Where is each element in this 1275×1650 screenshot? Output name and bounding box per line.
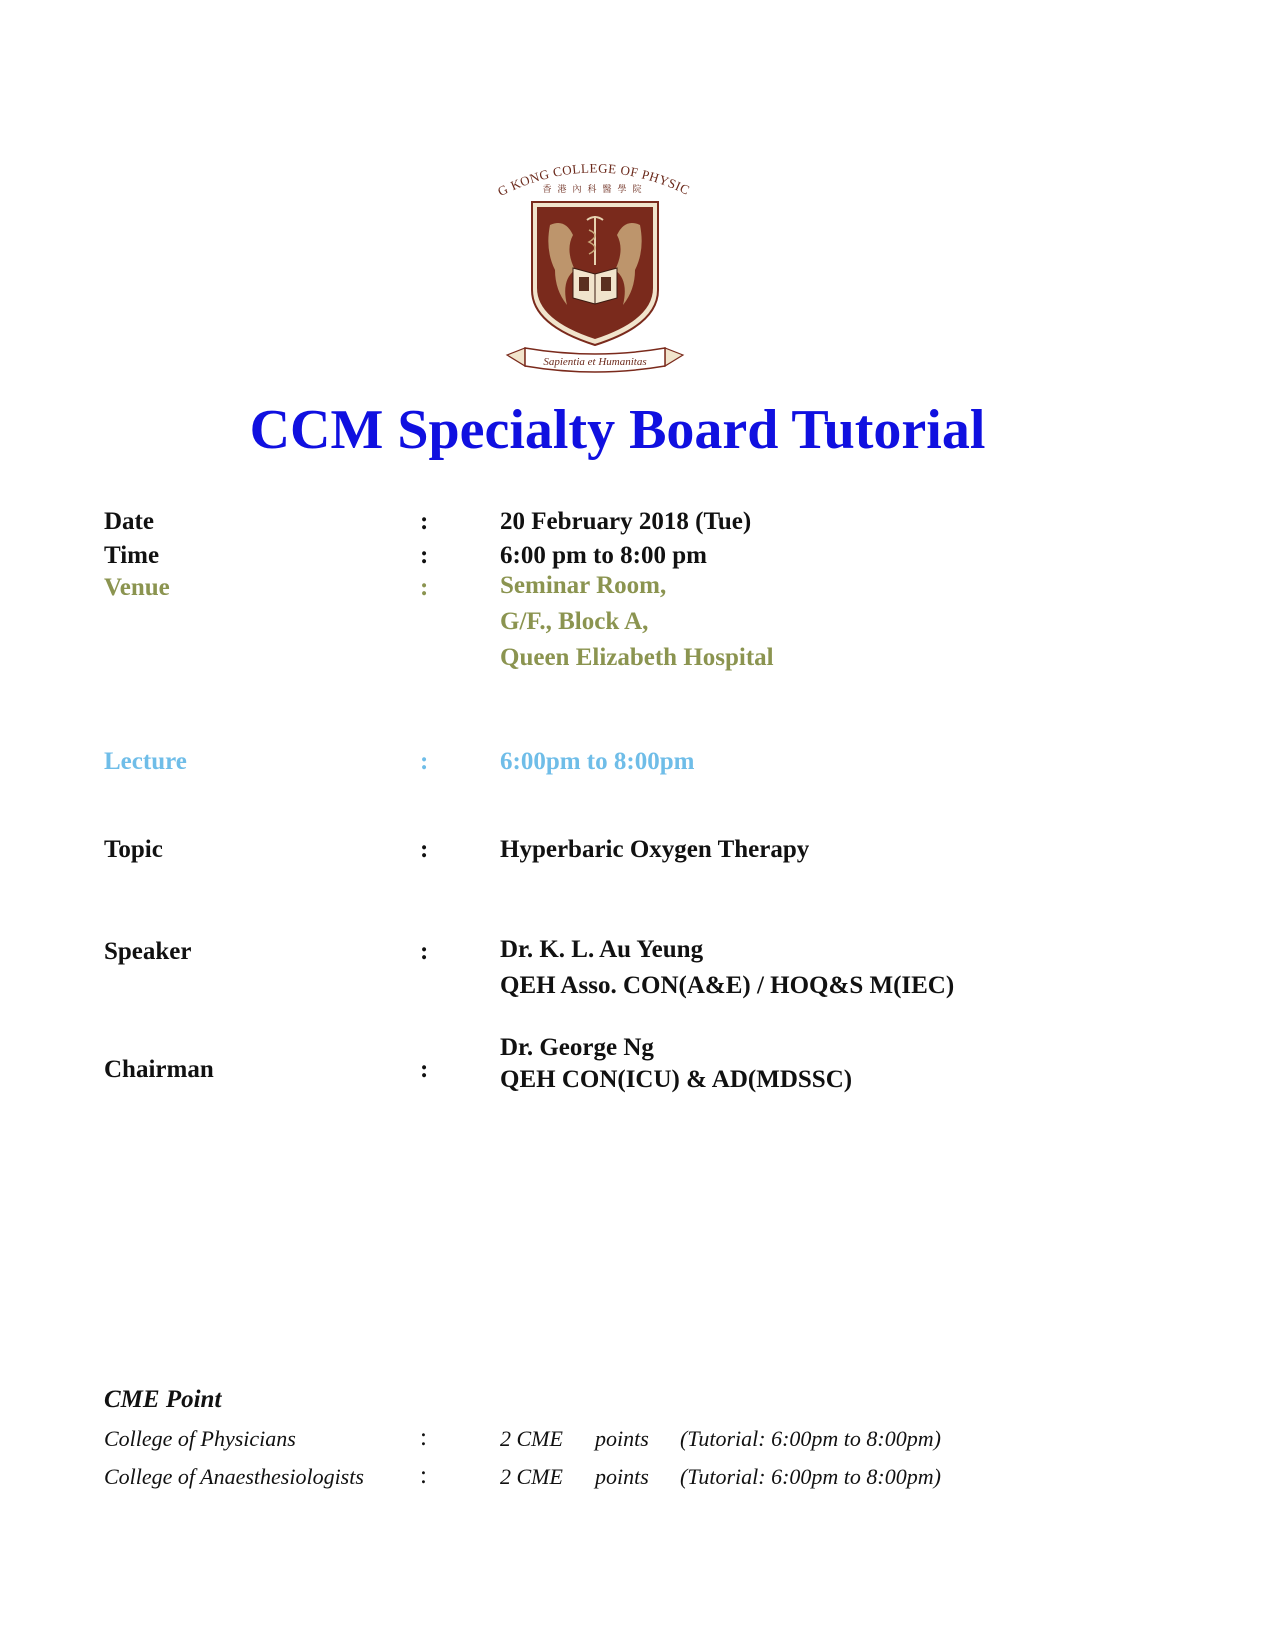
separator: : [420, 1462, 427, 1489]
cme-points-unit: points [595, 1426, 649, 1451]
date-label: Date [104, 508, 154, 535]
speaker-name: Dr. K. L. Au Yeung [500, 936, 704, 963]
cme-note: (Tutorial: 6:00pm to 8:00pm) [680, 1426, 941, 1451]
separator: : [420, 1056, 429, 1083]
cme-college: College of Physicians [104, 1426, 296, 1451]
topic-label: Topic [104, 836, 163, 863]
speaker-value [500, 932, 954, 1004]
speaker-title: QEH Asso. CON(A&E) / HOQ&S M(IEC) [500, 972, 955, 999]
page-title: CCM Specialty Board Tutorial [249, 399, 986, 461]
logo-motto: Sapientia et Humanitas [543, 356, 647, 368]
separator: : [420, 508, 429, 535]
topic-value: Hyperbaric Oxygen Therapy [500, 836, 810, 863]
venue-value [500, 568, 774, 676]
chairman-value [500, 1032, 852, 1096]
speaker-label: Speaker [104, 938, 192, 965]
chairman-title: QEH CON(ICU) & AD(MDSSC) [500, 1066, 853, 1093]
lecture-label: Lecture [104, 748, 187, 775]
logo-chinese-text: 香港內科醫學院 [542, 185, 648, 195]
chairman-label: Chairman [104, 1056, 214, 1083]
cme-heading: CME Point [104, 1386, 222, 1413]
college-crest-logo [495, 150, 695, 380]
separator: : [420, 938, 429, 965]
cme-points: 2 CME [500, 1426, 563, 1451]
cme-points: 2 CME [500, 1464, 563, 1489]
cme-points-unit: points [595, 1464, 649, 1489]
venue-label: Venue [104, 574, 170, 601]
chairman-name: Dr. George Ng [500, 1034, 654, 1061]
cme-note: (Tutorial: 6:00pm to 8:00pm) [680, 1464, 941, 1489]
separator: : [420, 748, 429, 775]
venue-line: Seminar Room, [500, 572, 667, 599]
lecture-value: 6:00pm to 8:00pm [500, 748, 695, 775]
separator: : [420, 574, 429, 601]
time-label: Time [104, 542, 160, 569]
separator: : [420, 836, 429, 863]
time-value: 6:00 pm to 8:00 pm [500, 542, 707, 569]
logo-org-text: G KONG COLLEGE OF PHYSIC [495, 160, 693, 199]
venue-line: Queen Elizabeth Hospital [500, 644, 774, 671]
separator: : [420, 1424, 427, 1451]
separator: : [420, 542, 429, 569]
venue-line: G/F., Block A, [500, 608, 649, 635]
cme-college: College of Anaesthesiologists [104, 1464, 364, 1489]
date-value: 20 February 2018 (Tue) [500, 508, 752, 535]
